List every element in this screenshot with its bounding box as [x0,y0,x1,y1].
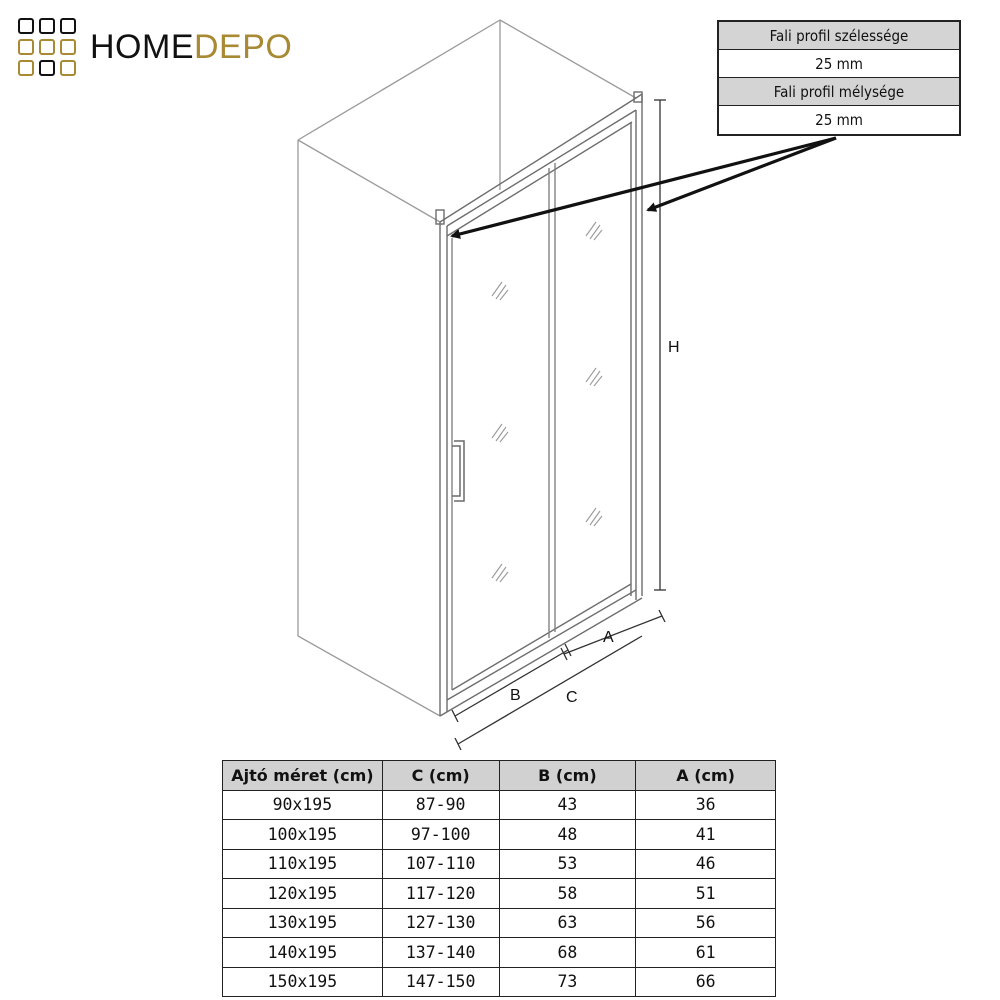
glass-reflection-marks [492,222,602,582]
cell-door-size: 150x195 [223,967,383,997]
brand-name-depo: DEPO [194,28,293,66]
cell-b: 63 [499,908,636,938]
cell-c: 127-130 [382,908,499,938]
profile-depth-label: Fali profil mélysége [719,78,959,106]
wall-profile-info-box [717,20,961,136]
table-row [223,967,776,997]
cell-c: 147-150 [382,967,499,997]
a-label: A [603,629,614,646]
table-row [223,879,776,909]
b-dimension [452,644,571,722]
cell-door-size: 140x195 [223,938,383,968]
table-row [223,820,776,850]
cell-b: 53 [499,849,636,879]
header-door-size: Ajtó méret (cm) [223,761,383,791]
height-dimension [654,100,666,590]
cell-c: 87-90 [382,790,499,820]
cell-c: 117-120 [382,879,499,909]
height-label: H [668,339,680,356]
b-label: B [510,687,521,704]
header-c: C (cm) [382,761,499,791]
c-label: C [566,689,578,706]
cell-a: 56 [636,908,776,938]
header-b: B (cm) [499,761,636,791]
cell-b: 48 [499,820,636,850]
cell-c: 97-100 [382,820,499,850]
table-row [223,908,776,938]
brand-name-home: HOME [90,28,194,66]
cell-door-size: 90x195 [223,790,383,820]
cell-door-size: 100x195 [223,820,383,850]
table-row [223,790,776,820]
profile-width-value: 25 mm [719,50,959,78]
door-frame [436,92,642,716]
cell-door-size: 120x195 [223,879,383,909]
size-table [222,760,776,997]
cell-a: 61 [636,938,776,968]
cell-b: 58 [499,879,636,909]
profile-width-label: Fali profil szélessége [719,22,959,50]
cell-a: 41 [636,820,776,850]
cell-door-size: 110x195 [223,849,383,879]
cell-a: 36 [636,790,776,820]
profile-depth-value: 25 mm [719,106,959,134]
cell-c: 107-110 [382,849,499,879]
cell-a: 46 [636,849,776,879]
header-a: A (cm) [636,761,776,791]
cell-b: 68 [499,938,636,968]
table-header-row [223,761,776,791]
glass-panels [452,163,555,690]
table-row [223,849,776,879]
table-row [223,938,776,968]
cell-b: 73 [499,967,636,997]
cell-c: 137-140 [382,938,499,968]
door-handle-icon [452,441,464,501]
cell-a: 51 [636,879,776,909]
cell-a: 66 [636,967,776,997]
cell-door-size: 130x195 [223,908,383,938]
cell-b: 43 [499,790,636,820]
